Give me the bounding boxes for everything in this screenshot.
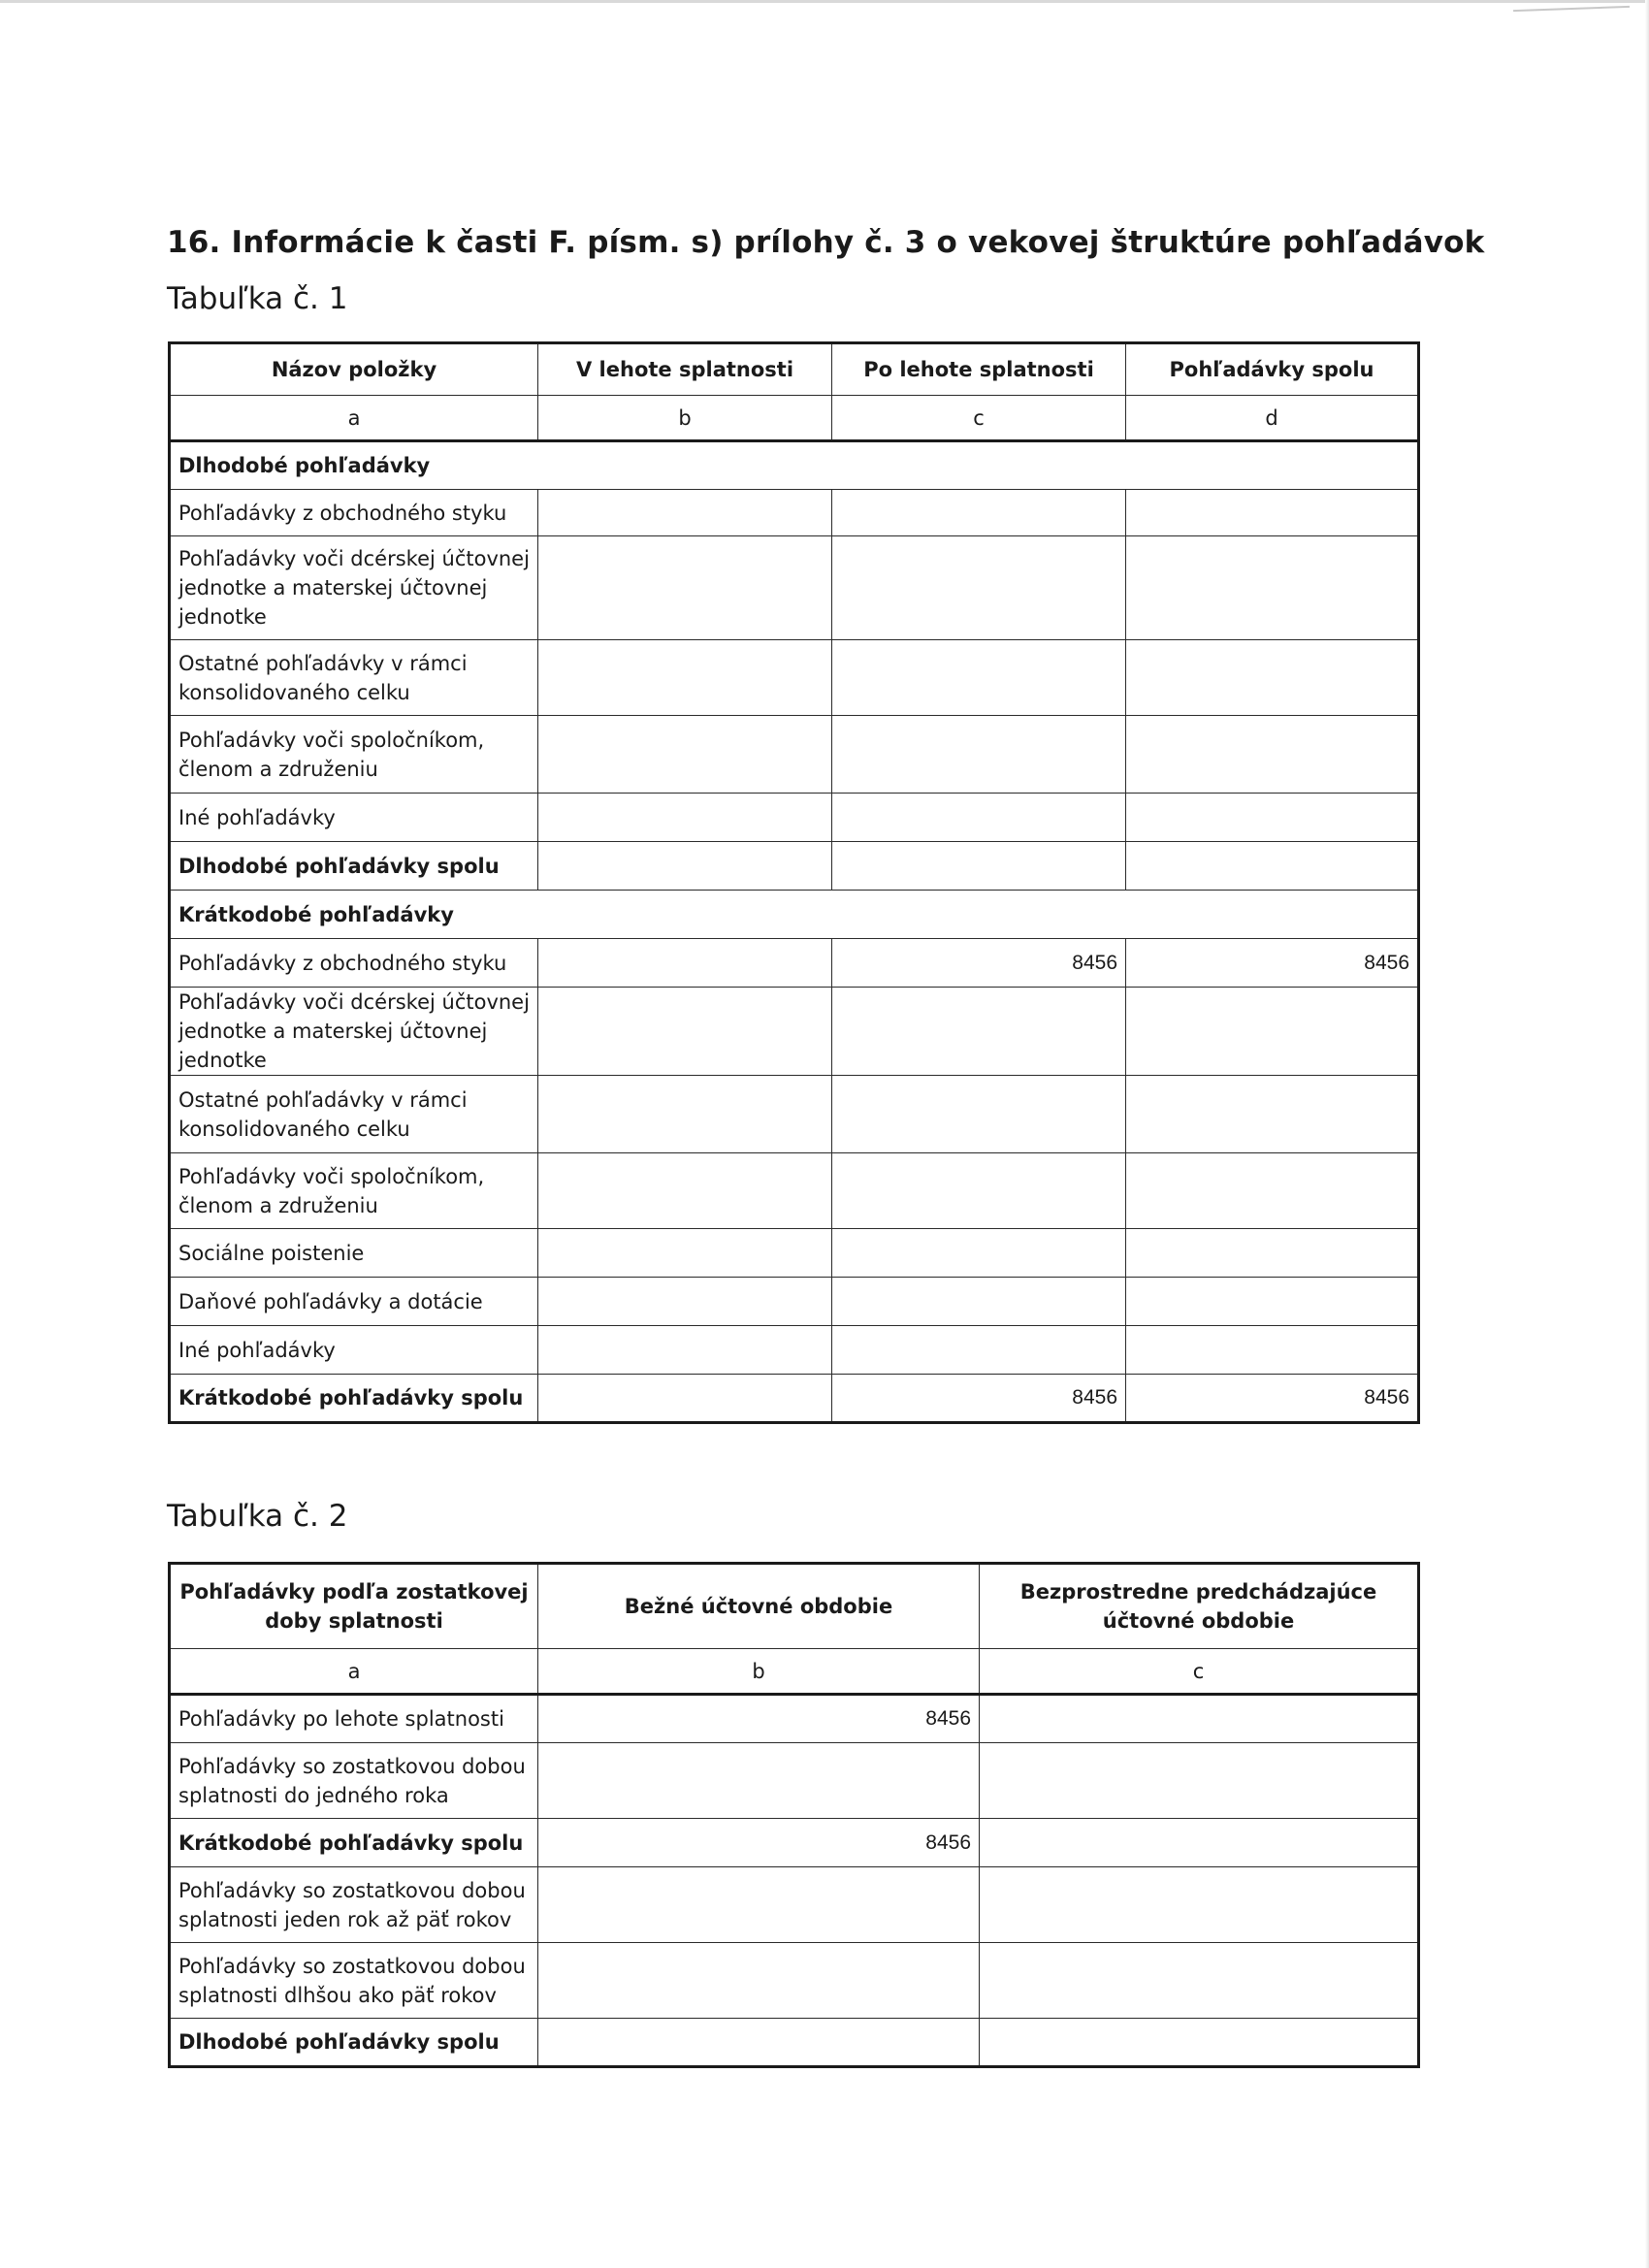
table-row bbox=[170, 1326, 1419, 1375]
row-label: Pohľadávky voči spoločníkom, členom a združeniu bbox=[170, 1153, 538, 1229]
cell-b bbox=[538, 1278, 832, 1326]
cell-c bbox=[832, 1076, 1126, 1153]
column-letter-row bbox=[170, 396, 1419, 441]
cell-c bbox=[832, 988, 1126, 1076]
row-label: Pohľadávky so zostatkovou dobou splatnosti dlhšou ako päť rokov bbox=[170, 1943, 538, 2019]
cell-b: 8456 bbox=[538, 1695, 980, 1743]
cell-c bbox=[980, 2019, 1419, 2067]
row-label: Pohľadávky po lehote splatnosti bbox=[170, 1695, 538, 1743]
total-row bbox=[170, 1819, 1419, 1867]
cell-b bbox=[538, 1229, 832, 1278]
table-row bbox=[170, 1229, 1419, 1278]
row-label: Krátkodobé pohľadávky spolu bbox=[170, 1819, 538, 1867]
cell-c bbox=[832, 536, 1126, 640]
receivables-age-table bbox=[168, 341, 1420, 1424]
cell-b bbox=[538, 536, 832, 640]
cell-b bbox=[538, 1076, 832, 1153]
cell-b bbox=[538, 490, 832, 536]
column-letter: d bbox=[1126, 396, 1419, 441]
cell-c bbox=[832, 716, 1126, 794]
cell-c bbox=[832, 640, 1126, 716]
cell-c bbox=[832, 842, 1126, 891]
cell-d bbox=[1126, 640, 1419, 716]
row-label: Pohľadávky so zostatkovou dobou splatnosti jeden rok až päť rokov bbox=[170, 1867, 538, 1943]
column-header: Pohľadávky podľa zostatkovej doby splatnosti bbox=[170, 1564, 538, 1649]
row-label: Pohľadávky voči dcérskej účtovnej jednotke a materskej účtovnej jednotke bbox=[170, 536, 538, 640]
scan-artifact bbox=[1513, 6, 1630, 12]
table-row bbox=[170, 1743, 1419, 1819]
cell-d bbox=[1126, 794, 1419, 842]
cell-b bbox=[538, 939, 832, 988]
row-label: Sociálne poistenie bbox=[170, 1229, 538, 1278]
page-heading: 16. Informácie k časti F. písm. s) prílohy č. 3 o vekovej štruktúre pohľadávok bbox=[167, 225, 1485, 260]
cell-b bbox=[538, 1326, 832, 1375]
column-header: Pohľadávky spolu bbox=[1126, 343, 1419, 396]
column-letter: c bbox=[980, 1649, 1419, 1695]
row-label: Iné pohľadávky bbox=[170, 794, 538, 842]
cell-c bbox=[832, 1153, 1126, 1229]
column-header: Po lehote splatnosti bbox=[832, 343, 1126, 396]
column-header: Bežné účtovné obdobie bbox=[538, 1564, 980, 1649]
table-row bbox=[170, 1867, 1419, 1943]
cell-b bbox=[538, 1153, 832, 1229]
column-letter-row bbox=[170, 1649, 1419, 1695]
cell-d bbox=[1126, 1278, 1419, 1326]
row-label: Dlhodobé pohľadávky spolu bbox=[170, 2019, 538, 2067]
cell-b bbox=[538, 1867, 980, 1943]
row-label: Daňové pohľadávky a dotácie bbox=[170, 1278, 538, 1326]
cell-d bbox=[1126, 1326, 1419, 1375]
cell-b: 8456 bbox=[538, 1819, 980, 1867]
column-letter: a bbox=[170, 396, 538, 441]
table-row bbox=[170, 716, 1419, 794]
section-row bbox=[170, 441, 1419, 490]
section-title: Dlhodobé pohľadávky bbox=[170, 441, 1419, 490]
cell-c bbox=[832, 794, 1126, 842]
column-letter: a bbox=[170, 1649, 538, 1695]
cell-c bbox=[980, 1867, 1419, 1943]
column-header: Názov položky bbox=[170, 343, 538, 396]
cell-b bbox=[538, 842, 832, 891]
section-row bbox=[170, 891, 1419, 939]
cell-b bbox=[538, 2019, 980, 2067]
cell-d bbox=[1126, 716, 1419, 794]
cell-b bbox=[538, 716, 832, 794]
table-row bbox=[170, 1695, 1419, 1743]
row-label: Pohľadávky z obchodného styku bbox=[170, 939, 538, 988]
cell-d bbox=[1126, 1076, 1419, 1153]
row-label: Ostatné pohľadávky v rámci konsolidovaného celku bbox=[170, 1076, 538, 1153]
cell-d bbox=[1126, 1229, 1419, 1278]
column-letter: c bbox=[832, 396, 1126, 441]
cell-d: 8456 bbox=[1126, 1375, 1419, 1423]
row-label: Krátkodobé pohľadávky spolu bbox=[170, 1375, 538, 1423]
row-label: Pohľadávky voči dcérskej účtovnej jednotke a materskej účtovnej jednotke bbox=[170, 988, 538, 1076]
cell-c bbox=[832, 1278, 1126, 1326]
cell-c bbox=[980, 1943, 1419, 2019]
table-row bbox=[170, 1076, 1419, 1153]
table-row bbox=[170, 490, 1419, 536]
column-letter: b bbox=[538, 1649, 980, 1695]
row-label: Pohľadávky z obchodného styku bbox=[170, 490, 538, 536]
table-1-caption: Tabuľka č. 1 bbox=[167, 281, 348, 316]
table-2-caption: Tabuľka č. 2 bbox=[167, 1499, 348, 1534]
row-label: Ostatné pohľadávky v rámci konsolidovaného celku bbox=[170, 640, 538, 716]
cell-c bbox=[980, 1819, 1419, 1867]
cell-b bbox=[538, 640, 832, 716]
cell-c: 8456 bbox=[832, 1375, 1126, 1423]
table-row bbox=[170, 1278, 1419, 1326]
column-letter: b bbox=[538, 396, 832, 441]
table-row bbox=[170, 794, 1419, 842]
cell-c bbox=[832, 1229, 1126, 1278]
row-label: Iné pohľadávky bbox=[170, 1326, 538, 1375]
scan-edge bbox=[1645, 0, 1649, 2268]
row-label: Dlhodobé pohľadávky spolu bbox=[170, 842, 538, 891]
total-row bbox=[170, 1375, 1419, 1423]
cell-d bbox=[1126, 1153, 1419, 1229]
table-header-row bbox=[170, 1564, 1419, 1649]
cell-b bbox=[538, 1943, 980, 2019]
scan-edge bbox=[0, 0, 1649, 3]
cell-b bbox=[538, 1375, 832, 1423]
row-label: Pohľadávky so zostatkovou dobou splatnosti do jedného roka bbox=[170, 1743, 538, 1819]
table-header-row bbox=[170, 343, 1419, 396]
cell-d bbox=[1126, 988, 1419, 1076]
total-row bbox=[170, 2019, 1419, 2067]
receivables-maturity-table bbox=[168, 1562, 1420, 2068]
cell-b bbox=[538, 1743, 980, 1819]
cell-d bbox=[1126, 490, 1419, 536]
cell-c bbox=[832, 490, 1126, 536]
row-label: Pohľadávky voči spoločníkom, členom a združeniu bbox=[170, 716, 538, 794]
table-row bbox=[170, 1943, 1419, 2019]
cell-c bbox=[980, 1743, 1419, 1819]
cell-b bbox=[538, 794, 832, 842]
cell-c bbox=[832, 1326, 1126, 1375]
table-row bbox=[170, 536, 1419, 640]
cell-b bbox=[538, 988, 832, 1076]
cell-d: 8456 bbox=[1126, 939, 1419, 988]
cell-c: 8456 bbox=[832, 939, 1126, 988]
column-header: V lehote splatnosti bbox=[538, 343, 832, 396]
table-row bbox=[170, 988, 1419, 1076]
cell-d bbox=[1126, 842, 1419, 891]
column-header: Bezprostredne predchádzajúce účtovné obdobie bbox=[980, 1564, 1419, 1649]
table-row bbox=[170, 939, 1419, 988]
cell-d bbox=[1126, 536, 1419, 640]
table-row bbox=[170, 1153, 1419, 1229]
table-row bbox=[170, 640, 1419, 716]
total-row bbox=[170, 842, 1419, 891]
cell-c bbox=[980, 1695, 1419, 1743]
section-title: Krátkodobé pohľadávky bbox=[170, 891, 1419, 939]
